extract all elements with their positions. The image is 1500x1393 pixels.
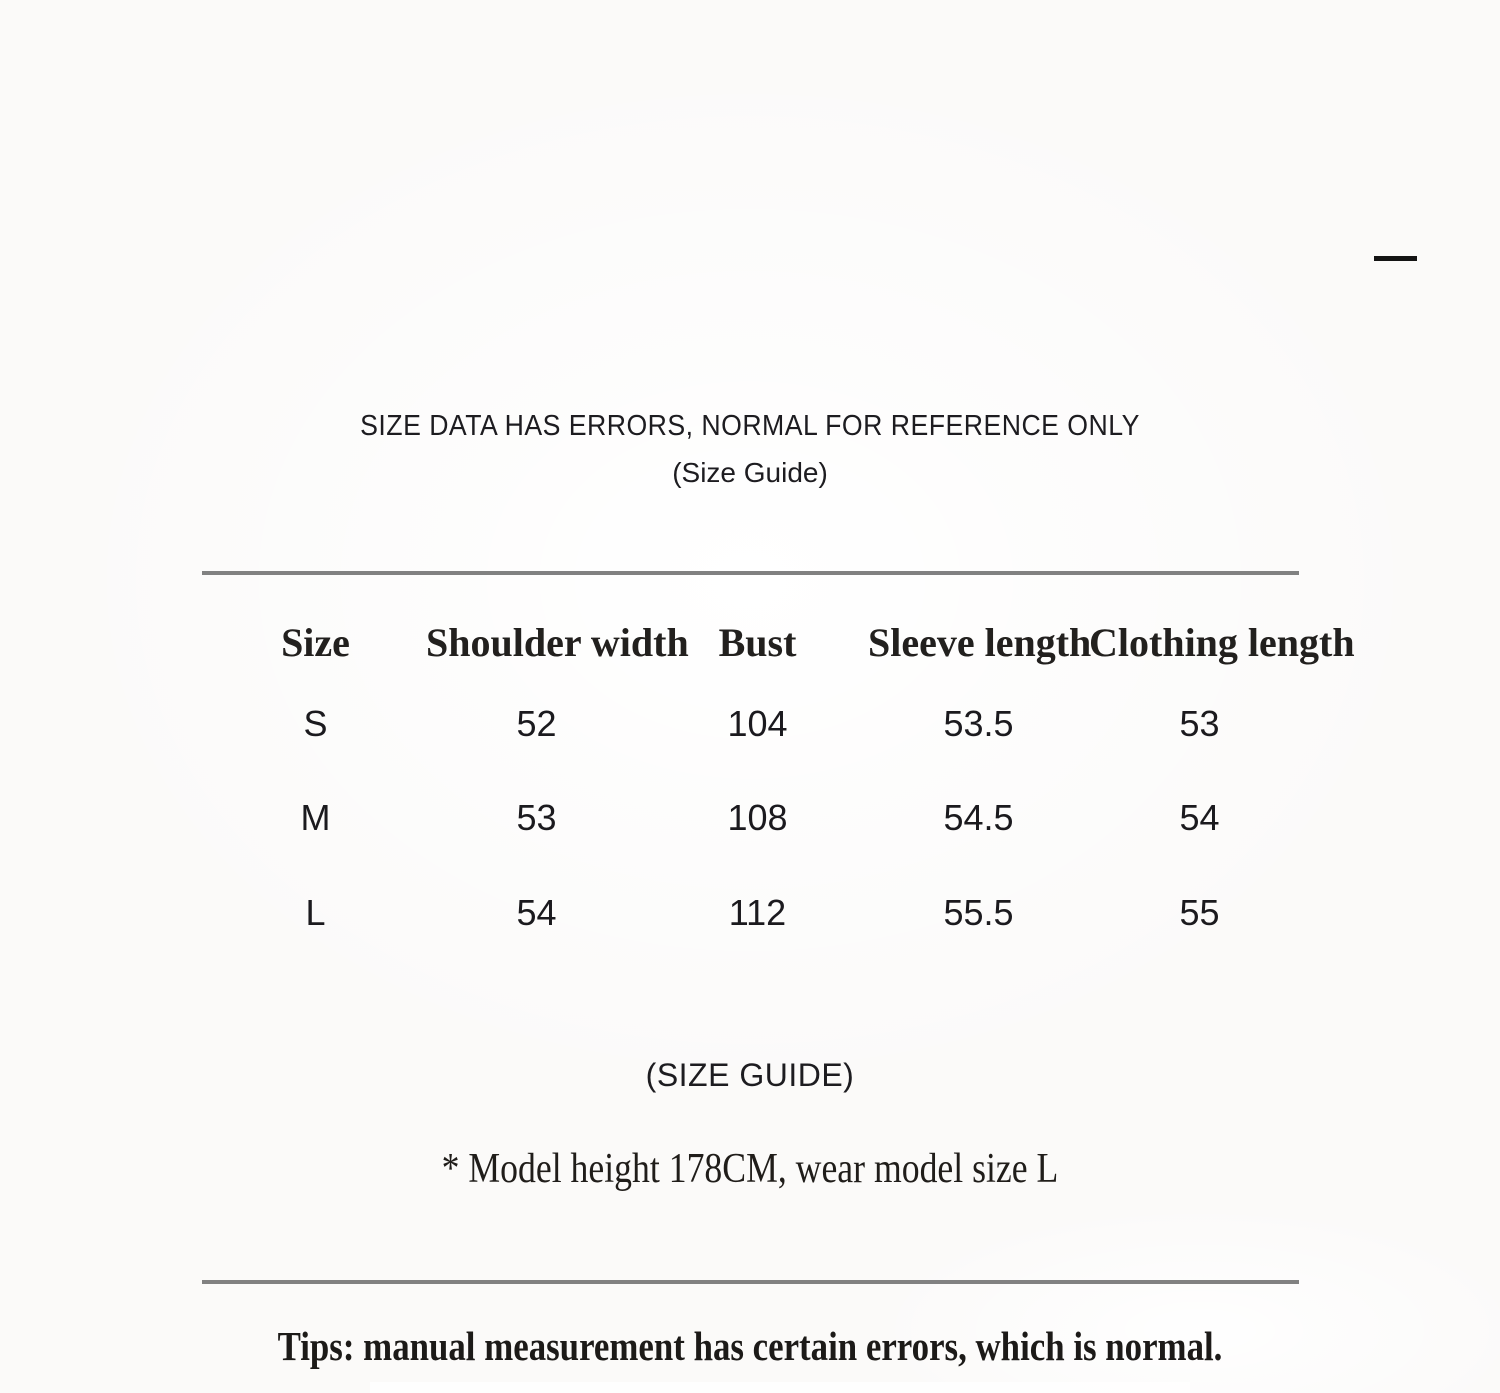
bottom-white-patch [370,1382,1190,1393]
tips-note: Tips: manual measurement has certain errors, which is normal. [277,1323,1223,1369]
model-height-note: * Model height 178CM, wear model size L [441,1146,1059,1192]
size-guide-label: (SIZE GUIDE) [645,1057,855,1093]
page-title: SIZE DATA HAS ERRORS, NORMAL FOR REFERENCE ONLY [360,410,1140,442]
cell-size: M [300,797,331,838]
cell-shoulder-width: 53 [516,797,557,838]
bottom-divider [202,1280,1299,1284]
cell-bust: 104 [727,703,788,744]
column-header-clothing-length: Clothing length [1089,620,1355,665]
table-row-s [205,703,1310,744]
cell-clothing-length: 53 [1179,703,1220,744]
cell-clothing-length: 54 [1179,797,1220,838]
cell-bust: 108 [727,797,788,838]
minimize-dash-icon [1374,256,1417,261]
page-subtitle: (Size Guide) [672,457,828,488]
cell-sleeve-length: 55.5 [943,892,1014,933]
cell-size: L [305,892,326,933]
table-row-l [205,892,1310,933]
cell-clothing-length: 55 [1179,892,1220,933]
cell-sleeve-length: 53.5 [943,703,1014,744]
column-header-shoulder-width: Shoulder width [426,620,689,665]
table-row-m [205,797,1310,838]
cell-bust: 112 [728,892,787,933]
column-header-size: Size [281,620,350,665]
top-divider [202,571,1299,575]
cell-shoulder-width: 52 [516,703,557,744]
cell-shoulder-width: 54 [516,892,557,933]
cell-size: S [303,703,328,744]
column-header-bust: Bust [718,620,797,665]
table-header-row [205,620,1355,665]
cell-sleeve-length: 54.5 [943,797,1014,838]
column-header-sleeve-length: Sleeve length [868,620,1092,665]
